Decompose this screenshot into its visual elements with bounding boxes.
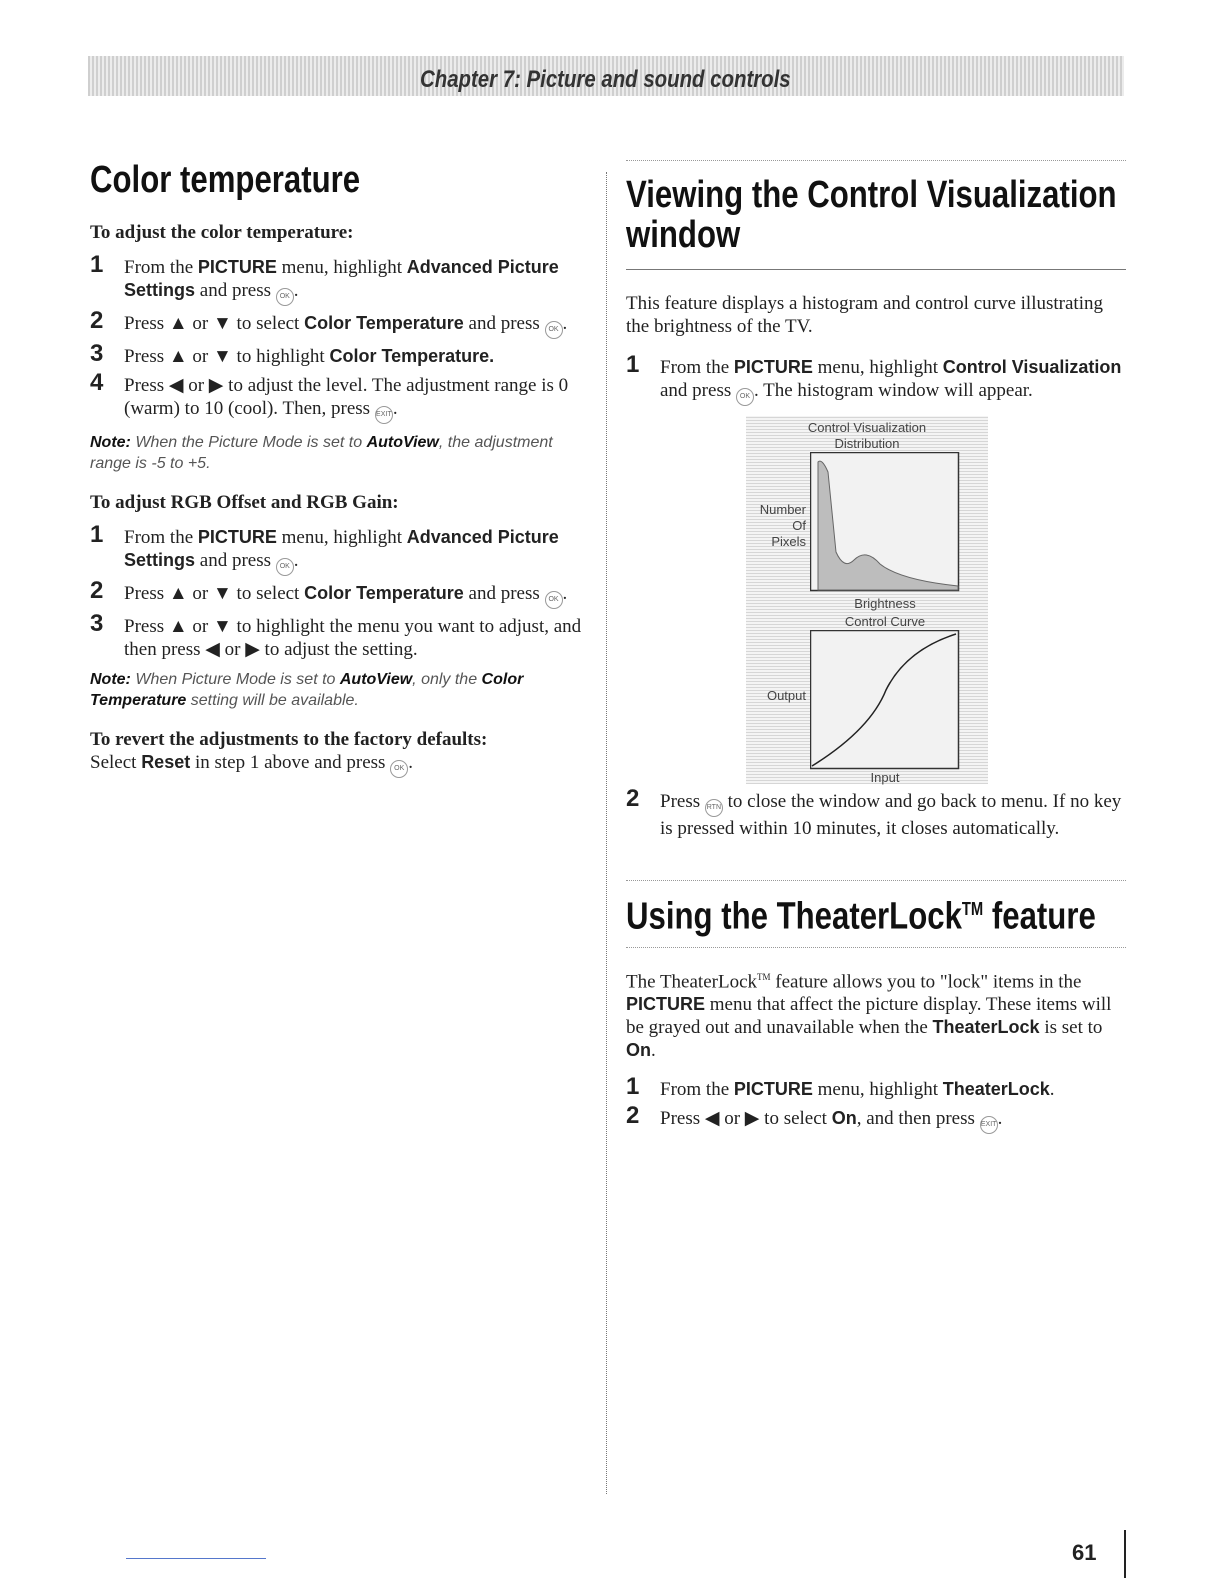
section-title-control-visualization: Viewing the Control Visualization window xyxy=(626,174,1117,256)
revert-instructions: Select Reset in step 1 above and press OK . xyxy=(90,751,590,778)
exit-button-icon: EXIT xyxy=(375,406,393,424)
subheading-revert-defaults: To revert the adjustments to the factory defaults: xyxy=(90,729,488,750)
list-item: 2 Press RTN to close the window and go back to menu. If no key is pressed within 10 minutes, it closes automatically. xyxy=(626,785,1122,839)
page-number-rule xyxy=(1124,1530,1126,1578)
y-axis-label: Number xyxy=(759,502,806,517)
color-temp-steps xyxy=(90,251,590,424)
section-title-theaterlock: Using the TheaterLock™ feature xyxy=(626,895,1096,938)
list-item: 1 From the PICTURE menu, highlight Advanced Picture Settings and press OK . xyxy=(90,256,590,306)
ok-button-icon: OK xyxy=(545,591,563,609)
list-item: 2 Press ▲ or ▼ to select Color Temperature and press OK . xyxy=(90,312,590,339)
y-axis-label: Pixels xyxy=(771,534,806,549)
theaterlock-intro: The TheaterLock™ feature allows you to "lock" items in the PICTURE menu that affect the picture display. These items will be grayed out and unavailable when the TheaterLock is set to On. xyxy=(626,970,1112,1061)
divider xyxy=(626,269,1126,270)
ok-button-icon: OK xyxy=(736,388,754,406)
ok-button-icon: OK xyxy=(545,321,563,339)
rgb-steps xyxy=(90,521,590,661)
list-item: 1 From the PICTURE menu, highlight TheaterLock. xyxy=(626,1072,1055,1100)
y-axis-label: Of xyxy=(792,518,806,533)
note-autoview-color-temp: Note: When Picture Mode is set to AutoView, only the Color Temperature setting will be available. xyxy=(90,671,524,709)
control-curve-chart xyxy=(810,630,960,770)
right-column xyxy=(626,160,1126,1140)
list-item: 1 From the PICTURE menu, highlight Advanced Picture Settings and press OK . xyxy=(90,526,590,576)
list-item: 2 Press ▲ or ▼ to select Color Temperature and press OK . xyxy=(90,582,590,609)
list-item: 3 Press ▲ or ▼ to highlight Color Temperature. xyxy=(90,340,495,367)
distribution-label: Distribution xyxy=(834,436,900,451)
return-button-icon: RTN xyxy=(705,799,723,817)
section-title-color-temperature: Color temperature xyxy=(90,159,361,201)
ok-button-icon: OK xyxy=(276,288,294,306)
footer-line xyxy=(126,1558,266,1559)
divider xyxy=(626,160,1126,161)
divider xyxy=(626,880,1126,881)
control-visualization-figure xyxy=(746,416,988,784)
list-item: 4 Press ◀ or ▶ to adjust the level. The adjustment range is 0 (warm) to 10 (cool). Then, press EXIT. xyxy=(90,374,590,424)
exit-button-icon: EXIT xyxy=(980,1116,998,1134)
divider xyxy=(626,947,1126,948)
theaterlock-steps xyxy=(626,1072,1126,1134)
list-item: 3 Press ▲ or ▼ to highlight the menu you want to adjust, and then press ◀ or ▶ to adjust the setting. xyxy=(90,610,582,660)
list-item: 1 From the PICTURE menu, highlight Control Visualization and press OK . The histogram window will appear. xyxy=(626,356,1126,406)
page-number: 61 xyxy=(1072,1540,1097,1565)
control-curve-label: Control Curve xyxy=(844,614,926,629)
control-visualization-intro: This feature displays a histogram and control curve illustrating the brightness of the TV. xyxy=(626,293,1103,337)
control-visualization-steps-2 xyxy=(626,785,1126,840)
x-axis-label: Brightness xyxy=(854,596,916,611)
subheading-rgb-offset-gain: To adjust RGB Offset and RGB Gain: xyxy=(90,492,399,513)
list-item: 2 Press ◀ or ▶ to select On, and then press EXIT. xyxy=(626,1107,1126,1134)
y-axis-label: Output xyxy=(766,688,806,703)
histogram-chart xyxy=(810,452,960,592)
left-column xyxy=(90,160,590,788)
control-visualization-steps xyxy=(626,351,1126,406)
ok-button-icon: OK xyxy=(390,760,408,778)
figure-title: Control Visualization xyxy=(807,420,927,435)
column-divider xyxy=(606,172,607,1494)
x-axis-label: Input xyxy=(870,770,900,785)
ok-button-icon: OK xyxy=(276,558,294,576)
chapter-title: Chapter 7: Picture and sound controls xyxy=(420,66,791,93)
subheading-adjust-color-temp: To adjust the color temperature: xyxy=(90,222,354,243)
note-autoview-range: Note: When the Picture Mode is set to AutoView, the adjustment range is -5 to +5. xyxy=(90,434,553,472)
